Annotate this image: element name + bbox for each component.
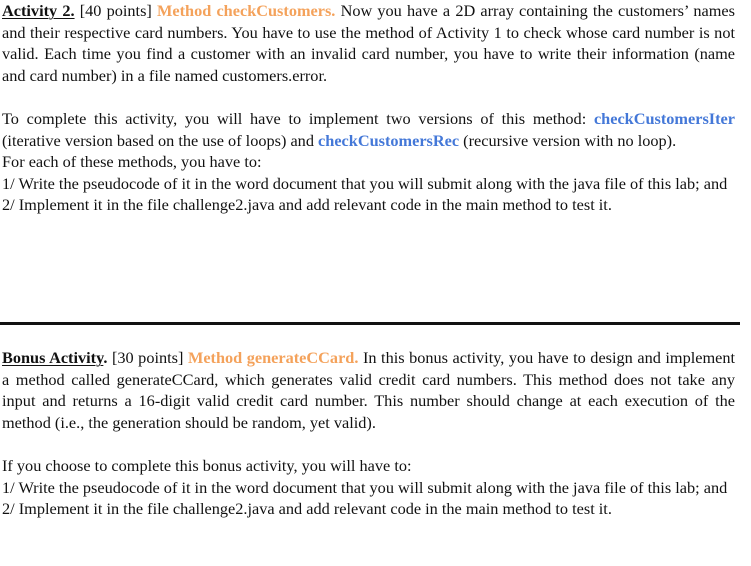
activity-2-for-each: For each of these methods, you have to: (2, 152, 262, 172)
bonus-method-name: Method generateCCard. (187, 348, 359, 367)
rec-method-name: checkCustomersRec (318, 130, 460, 150)
iter-method-name: checkCustomersIter (593, 108, 735, 128)
versions-lead: To complete this activity, you will have to implement two versions of this method: (2, 108, 594, 128)
spacer (2, 433, 735, 455)
spacer (2, 86, 735, 108)
activity-2-step-2: 2/ Implement it in the file challenge2.java and add relevant code in the main method to test it. (2, 195, 612, 215)
activity-2-intro-text: Now you have a 2D array containing the customers’ names and their respective card numbers. You have to use the method of Activity 1 to check whose card number is not valid. Each time you find a customer with an invalid card number, you have to write their information (name and card number) in a file named customers.error. (2, 1, 735, 85)
activity-2-title: Activity 2. (2, 1, 75, 20)
bonus-title: Bonus Activity (2, 348, 104, 367)
activity-2-versions-paragraph (2, 108, 735, 151)
activity-2-section (2, 0, 735, 216)
iter-method-desc: (iterative version based on the use of loops) and (2, 130, 319, 150)
bonus-choose-text: If you choose to complete this bonus activity, you will have to: (2, 455, 412, 475)
bonus-activity-section (2, 347, 735, 520)
section-divider (0, 322, 740, 325)
activity-2-points: [40 points] (74, 1, 158, 20)
bonus-title-period: . (103, 348, 108, 367)
bonus-intro-text: In this bonus activity, you have to design and implement a method called generateCCard, which generates valid credit card numbers. This method does not take any input and returns a 16-digit valid credit card number. This number should change at each execution of the method (i.e., the generation should be random, yet valid). (2, 348, 736, 432)
bonus-step-2: 2/ Implement it in the file challenge2.java and add relevant code in the main method to test it. (2, 499, 612, 519)
bonus-step-1: 1/ Write the pseudocode of it in the word document that you will submit along with the java file of this lab; and (2, 477, 728, 497)
rec-method-desc: (recursive version with no loop). (459, 130, 677, 150)
activity-2-intro-paragraph (2, 0, 735, 86)
bonus-points: [30 points] (107, 348, 188, 367)
activity-2-method-name: Method checkCustomers. (157, 1, 336, 20)
bonus-intro-paragraph (2, 347, 735, 433)
activity-2-step-1: 1/ Write the pseudocode of it in the word document that you will submit along with the java file of this lab; and (2, 173, 728, 193)
